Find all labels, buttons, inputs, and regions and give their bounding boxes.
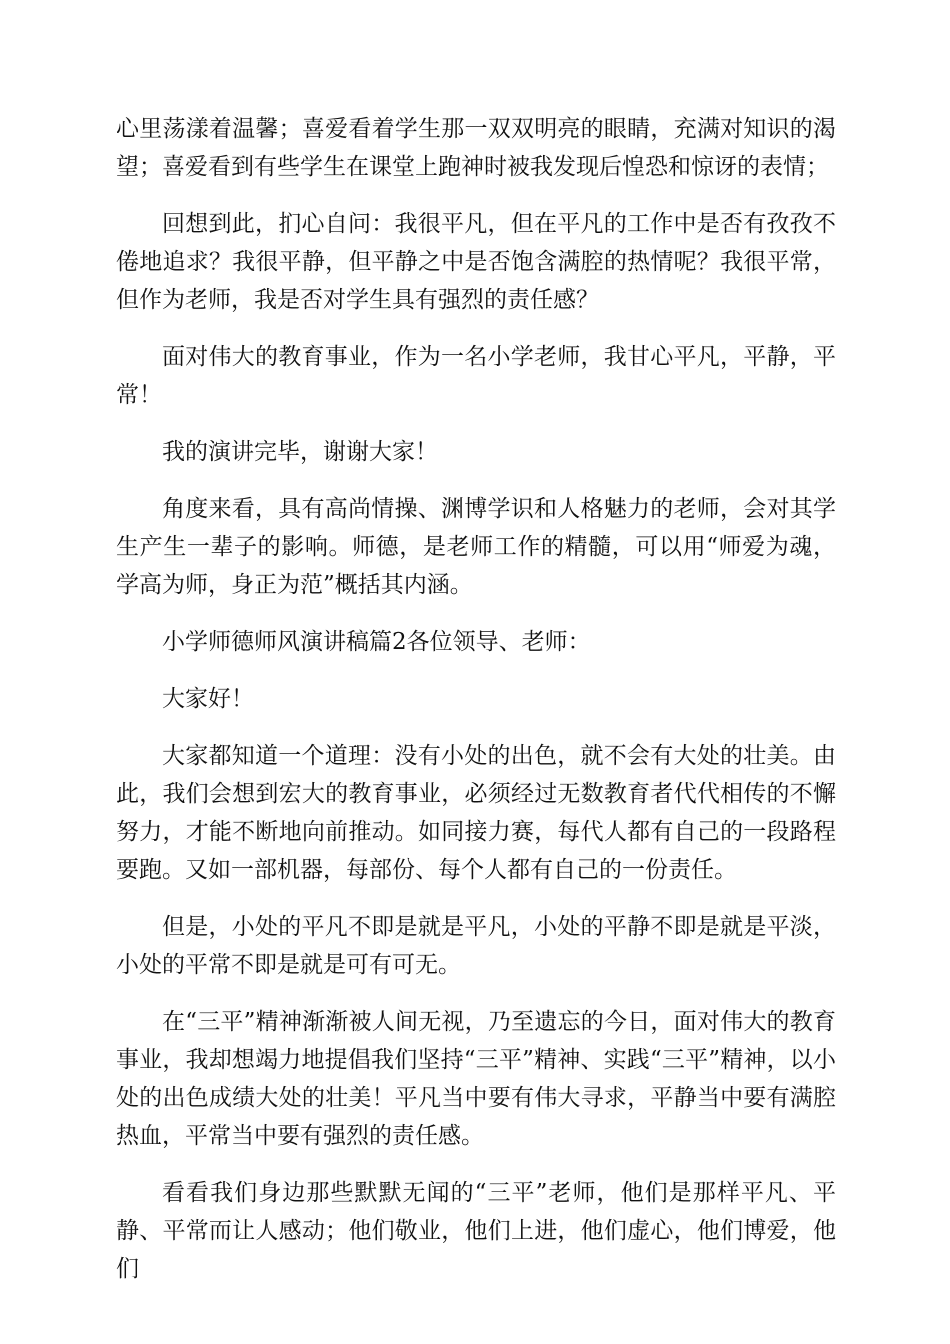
paragraph-5: 角度来看，具有高尚情操、渊博学识和人格魅力的老师，会对其学生产生一辈子的影响。师德，是老师工作的精髓，可以用“师爱为魂，学高为师，身正为范”概括其内涵。 [116,496,836,598]
document-body [116,110,836,1307]
paragraph-8: 在“三平”精神渐渐被人间无视，乃至遗忘的今日，面对伟大的教育事业，我却想竭力地提倡我们坚持“三平”精神、实践“三平”精神，以小处的出色成绩大处的壮美！平凡当中要有伟大寻求，平静当中要有满腔热血，平常当中要有强烈的责任感。 [116,1009,836,1149]
paragraph-6: 大家都知道一个道理：没有小处的出色，就不会有大处的壮美。由此，我们会想到宏大的教育事业，必须经过无数教育者代代相传的不懈努力，才能不断地向前推动。如同接力赛，每代人都有自己的一段路程要跑。又如一部机器，每部份、每个人都有自己的一份责任。 [116,743,836,883]
paragraph-1: 心里荡漾着温馨；喜爱看着学生那一双双明亮的眼睛，充满对知识的渴望；喜爱看到有些学生在课堂上跑神时被我发现后惶恐和惊讶的表情； [116,116,836,180]
greeting: 大家好！ [162,686,254,712]
paragraph-4: 我的演讲完毕，谢谢大家！ [162,439,438,465]
section-heading: 小学师德师风演讲稿篇2各位领导、老师： [162,629,591,655]
paragraph-9: 看看我们身边那些默默无闻的“三平”老师，他们是那样平凡、平静、平常而让人感动；他们敬业，他们上进，他们虚心，他们博爱，他们 [116,1180,836,1282]
paragraph-2: 回想到此，扪心自问：我很平凡，但在平凡的工作中是否有孜孜不倦地追求？我很平静，但平静之中是否饱含满腔的热情呢？我很平常，但作为老师，我是否对学生具有强烈的责任感？ [116,211,836,313]
paragraph-7: 但是，小处的平凡不即是就是平凡，小处的平静不即是就是平淡，小处的平常不即是就是可有可无。 [116,914,836,978]
paragraph-3: 面对伟大的教育事业，作为一名小学老师，我甘心平凡，平静，平常！ [116,344,836,408]
